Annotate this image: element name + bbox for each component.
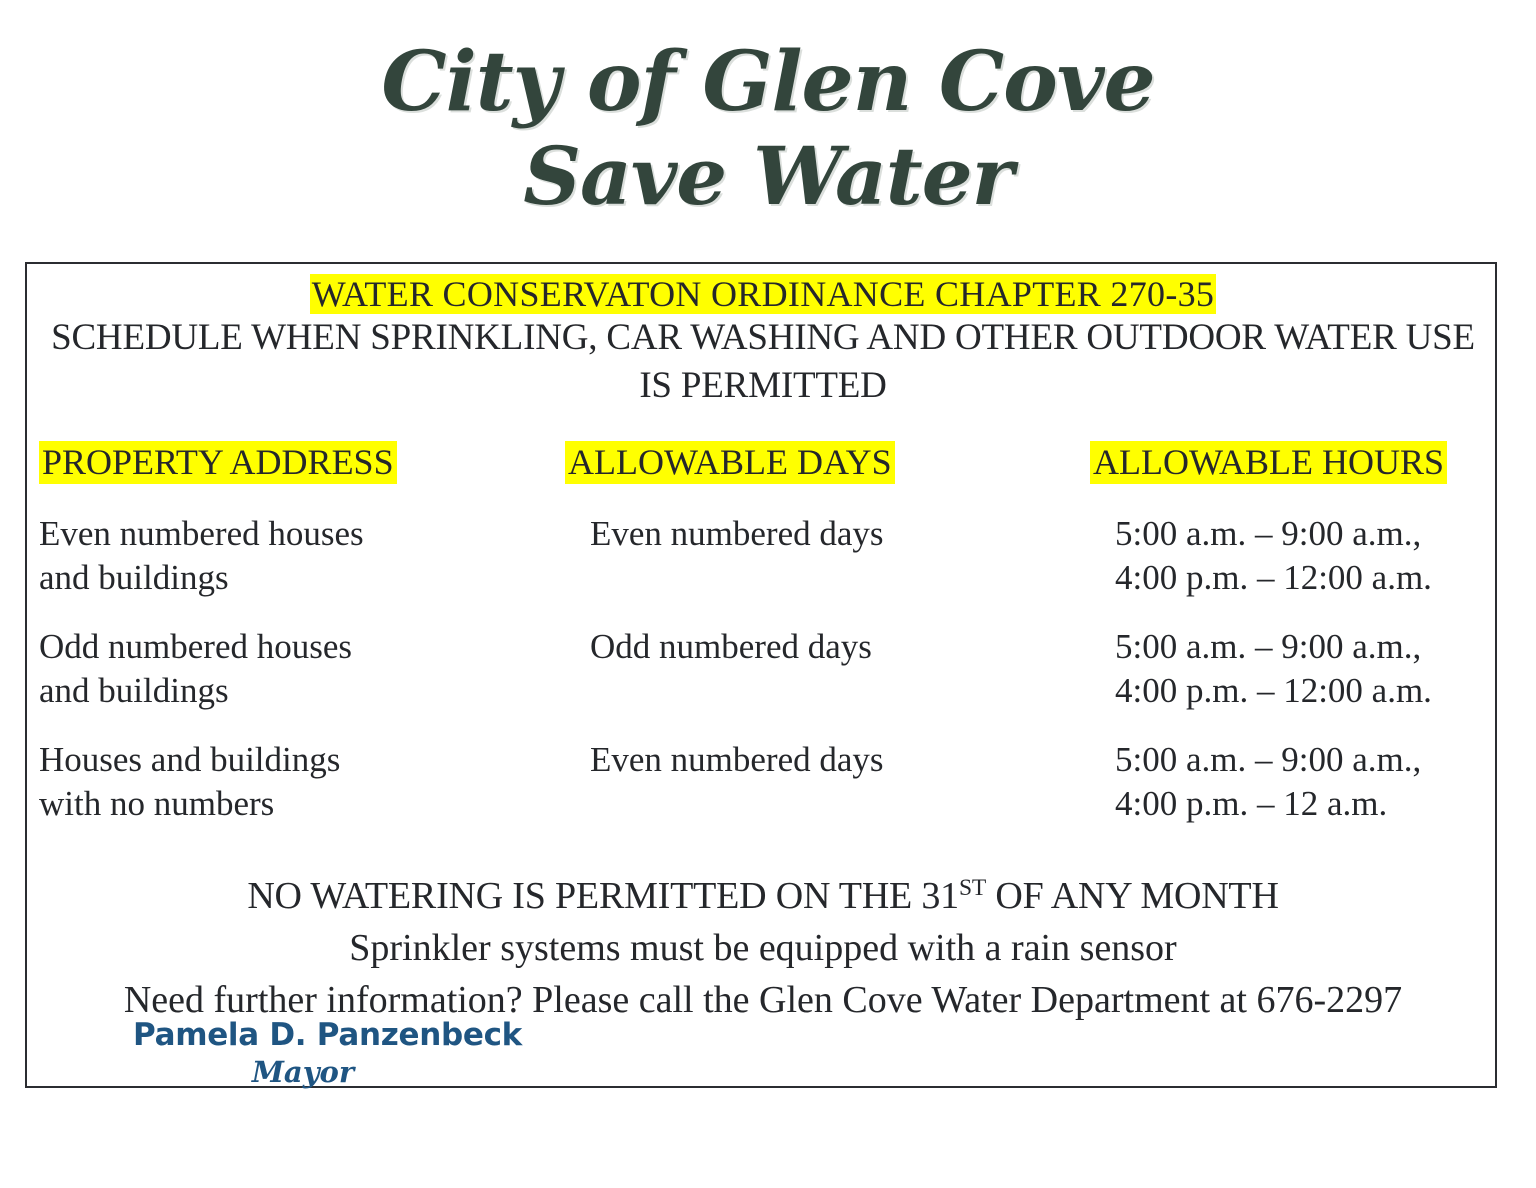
cell-line: Odd numbered days xyxy=(590,627,872,666)
cell-line: Odd numbered houses xyxy=(39,627,353,666)
table-row xyxy=(27,625,1499,738)
notice-panel xyxy=(25,262,1497,1088)
cell-allowable-days xyxy=(590,512,884,556)
schedule-heading: SCHEDULE WHEN SPRINKLING, CAR WASHING AND OTHER OUTDOOR WATER USE IS PERMITTED xyxy=(51,317,1475,406)
no-watering-ordinal: ST xyxy=(958,875,987,901)
cell-allowable-hours xyxy=(1115,625,1432,713)
column-header-allowable-hours xyxy=(1090,440,1490,484)
table-row xyxy=(27,738,1499,851)
document-title xyxy=(0,34,1536,222)
cell-allowable-hours xyxy=(1115,738,1421,826)
cell-line: and buildings xyxy=(39,558,229,597)
column-header-allowable-days-text: ALLOWABLE DAYS xyxy=(565,441,895,484)
no-watering-suffix: OF ANY MONTH xyxy=(986,874,1279,917)
cell-line: Houses and buildings xyxy=(39,740,341,779)
signature-title: Mayor xyxy=(251,1055,355,1089)
title-line-city: City of Glen Cove xyxy=(381,34,1155,130)
ordinance-heading xyxy=(27,272,1499,316)
rain-sensor-notice: Sprinkler systems must be equipped with a rain sensor xyxy=(349,926,1177,969)
cell-line: 4:00 p.m. – 12:00 a.m. xyxy=(1115,558,1432,597)
cell-property-address xyxy=(39,512,364,600)
no-watering-prefix: NO WATERING IS PERMITTED ON THE 31 xyxy=(247,874,959,917)
column-header-property-address-text: PROPERTY ADDRESS xyxy=(39,441,397,484)
title-line-save-water: Save Water xyxy=(523,129,1013,223)
column-header-allowable-hours-text: ALLOWABLE HOURS xyxy=(1090,441,1447,484)
cell-line: 4:00 p.m. – 12 a.m. xyxy=(1115,784,1388,823)
cell-allowable-days xyxy=(590,738,884,782)
column-header-property-address xyxy=(39,440,559,484)
no-watering-notice xyxy=(27,862,1499,922)
cell-line: Even numbered days xyxy=(590,514,884,553)
cell-allowable-days xyxy=(590,625,872,669)
cell-line: 4:00 p.m. – 12:00 a.m. xyxy=(1115,671,1432,710)
cell-line: with no numbers xyxy=(39,784,275,823)
column-header-allowable-days xyxy=(565,440,1065,484)
cell-line: and buildings xyxy=(39,671,229,710)
schedule-table xyxy=(27,440,1499,851)
cell-line: Even numbered days xyxy=(590,740,884,779)
cell-line: 5:00 a.m. – 9:00 a.m., xyxy=(1115,740,1422,779)
cell-line: 5:00 a.m. – 9:00 a.m., xyxy=(1115,627,1422,666)
cell-line: Even numbered houses xyxy=(39,514,364,553)
signature-block xyxy=(133,1016,613,1090)
ordinance-heading-text: WATER CONSERVATON ORDINANCE CHAPTER 270-35 xyxy=(311,274,1215,314)
cell-allowable-hours xyxy=(1115,512,1432,600)
cell-property-address xyxy=(39,625,352,713)
cell-line: 5:00 a.m. – 9:00 a.m., xyxy=(1115,514,1422,553)
cell-property-address xyxy=(39,738,340,826)
footer-notes xyxy=(27,862,1499,1026)
contact-notice: Need further information? Please call the Glen Cove Water Department at 676-2297 xyxy=(123,978,1403,1021)
signature-name: Pamela D. Panzenbeck xyxy=(133,1017,522,1053)
table-row xyxy=(27,512,1499,625)
